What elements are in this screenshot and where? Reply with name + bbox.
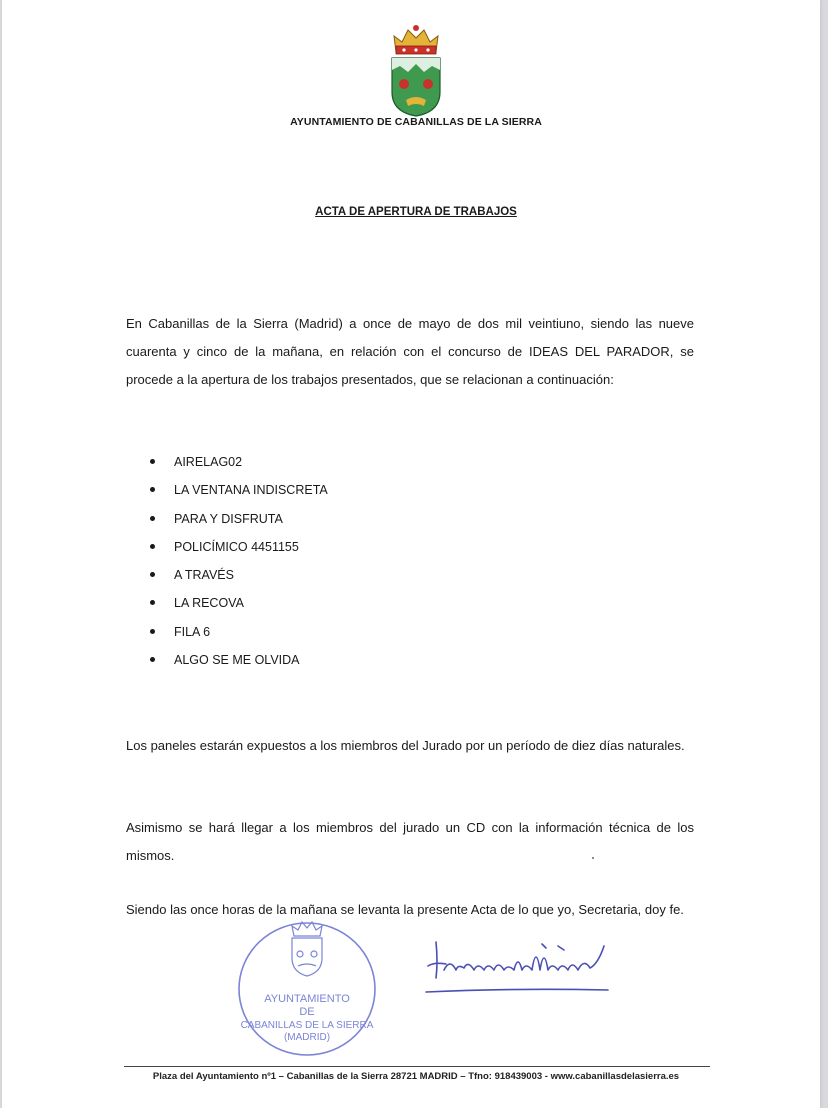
work-title: FILA 6 bbox=[174, 624, 211, 639]
stamp-line-4: (MADRID) bbox=[283, 1032, 331, 1043]
bullet-icon bbox=[150, 629, 155, 634]
work-title: ALGO SE ME OLVIDA bbox=[174, 653, 300, 668]
work-title: POLICÍMICO 4451155 bbox=[174, 539, 299, 554]
list-item bbox=[150, 537, 328, 565]
work-title: LA VENTANA INDISCRETA bbox=[174, 483, 328, 498]
stamp-line-1: AYUNTAMIENTO bbox=[264, 993, 350, 1005]
work-title: AIRELAG02 bbox=[174, 455, 243, 469]
organization-name: AYUNTAMIENTO DE CABANILLAS DE LA SIERRA bbox=[290, 116, 542, 128]
stamp-line-3: CABANILLAS DE LA SIERRA bbox=[240, 1020, 374, 1031]
bullet-icon bbox=[150, 516, 155, 521]
list-item bbox=[150, 509, 328, 537]
list-item bbox=[150, 480, 328, 508]
work-title: LA RECOVA bbox=[174, 596, 244, 611]
bullet-icon bbox=[150, 572, 155, 577]
closing-paragraph: Siendo las once horas de la mañana se levanta la presente Acta de lo que yo, Secretaria, doy fe. bbox=[126, 902, 684, 917]
bullet-icon bbox=[150, 487, 155, 492]
document-page bbox=[2, 0, 820, 1108]
handwritten-signature bbox=[422, 934, 618, 1002]
footer-address: Plaza del Ayuntamiento nº1 – Cabanillas de la Sierra 28721 MADRID – Tfno: 918439003 - www.cabanillasdelasierra.es bbox=[152, 1071, 680, 1082]
intro-paragraph: En Cabanillas de la Sierra (Madrid) a once de mayo de dos mil veintiuno, siendo las nueve cuarenta y cinco de la mañana, en relación con el concurso de IDEAS DEL PARADOR, se procede a la apertura de los trabajos presentados, que se relacionan a continuación: bbox=[126, 316, 694, 387]
panels-paragraph: Los paneles estarán expuestos a los miembros del Jurado por un período de diez días naturales. bbox=[126, 738, 685, 753]
speck bbox=[592, 857, 594, 859]
bullet-icon bbox=[150, 657, 155, 662]
cd-paragraph: Asimismo se hará llegar a los miembros del jurado un CD con la información técnica de los mismos. bbox=[126, 820, 694, 863]
stamp-crest-icon bbox=[292, 922, 322, 976]
bullet-icon bbox=[150, 600, 155, 605]
list-item bbox=[150, 452, 328, 480]
work-title: A TRAVÉS bbox=[174, 568, 234, 583]
official-stamp bbox=[236, 918, 378, 1060]
document-title: ACTA DE APERTURA DE TRABAJOS bbox=[315, 206, 517, 218]
footer-divider bbox=[124, 1066, 710, 1067]
bullet-icon bbox=[150, 459, 155, 464]
stamp-line-2: DE bbox=[299, 1006, 315, 1018]
works-list bbox=[150, 452, 328, 678]
list-item bbox=[150, 622, 328, 650]
work-title: PARA Y DISFRUTA bbox=[174, 511, 283, 526]
coat-of-arms-icon bbox=[388, 22, 444, 118]
list-item bbox=[150, 593, 328, 621]
list-item bbox=[150, 650, 328, 678]
list-item bbox=[150, 565, 328, 593]
bullet-icon bbox=[150, 544, 155, 549]
